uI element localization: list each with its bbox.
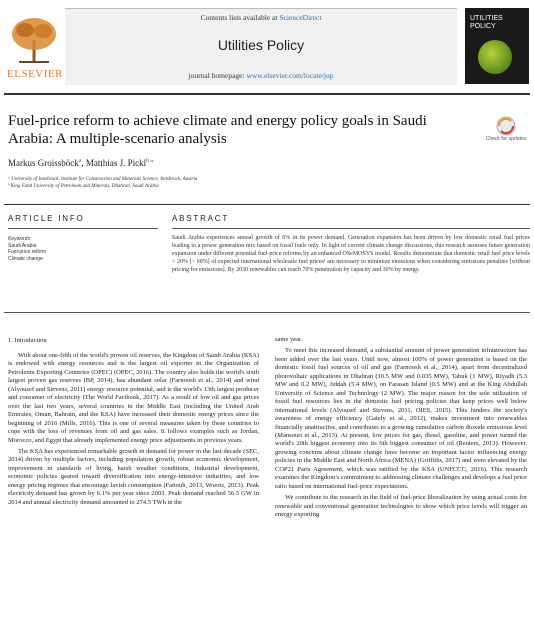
journal-homepage (65, 71, 457, 80)
body-paragraph: To meet this increased demand, a substantial amount of power generation infrastructure has been added over the last years. Until now, almost 100% of power generation is based on the domestic fossil fuel sources of oil and gas (Farnoosh et al., 2014), apart from decentralized photovoltaic applications in Dhahran (10.5 MW and 0.035 MW), Tabuk (1 MW), Riyadh (5.3 MW and 0.2 MW), Jiddah (5.4 MW), on Farasan Island (0.5 MW) and at the King Abdullah University of Science and Technology (2 MW). The major reason for the sole utilization of fossil fuel resources lies in the domestic fuel pricing policies that keep prices well below international levels (Alyousef and Stevens, 2011, OIES, 2015). This hinders the society's awareness of energy efficiency (Gately et al., 2012), makes investment into renewables financially unattractive, and contributes to a growing cumulative carbon dioxide emissions level (Mansouri et al., 2013). At present, low prices for gas, diesel, gasoline, and power turned the world's 20th biggest economy into its 6th biggest consumer of oil (Reuters, 2013). However, growing concerns about climate change have become an important factor influencing energy policies in the Middle East and North Africa (MENA) (Griffiths, 2017) and were elevated by the COP21 Paris Agreement, which was ratified by the KSA (UNFCCC, 2016). This research examines the Kingdom's commitment to addressing climate challenges and develops a fuel price ratio based on international fuel-price expectations. (275, 347, 527, 490)
body-paragraph: The KSA has experienced remarkable growth in demand for power in the last decade (SEC, 2014) driven by multiple factors, including population growth, robust economic development, improvement in standards of living, harsh weather conditions, industrial development, economic policies geared toward diversification into energy-intensive industries, and low energy pricing regimes that encourage lavish consumption (Fattouh, 2013, Woertz, 2013). Peak electricity demand has grown by 6.1% per year since 2003. Peak demand reached 56.5 GW in 2014 and annual electricity demand amounted to 274.5 TWh in the (8, 447, 259, 506)
body-paragraph: We contribute to the research in the field of fuel-price liberalization by using actual costs for renewable and conventional generation technologies to show which price levels will trigger an energy exporting (275, 494, 527, 519)
author-affil-sup-a[interactable]: a (78, 158, 82, 164)
affiliations (8, 176, 197, 190)
body-paragraph: same year. (275, 336, 303, 343)
abstract-text: Saudi Arabia experiences annual growth of 6% in its power demand. Generation expansion has been driven by low domestic retail fuel prices leading to a power generation mix based on fossil fuels only. In light of current climate change discussions, this research assesses future generation expansion under different potential fuel-price reforms by an enhanced OSeMOSYS model. Results demonstrate that domestic retail fuel price levels > 20% [> 60%] of expected international wholesale fuel prices¹ are necessary to minimize emissions when considering emissions penalties [without pricing for emissions]. By 2030 renewables can reach 70% penetration by capacity and 30% by energy. (172, 235, 530, 273)
keyword-item: Saudi Arabia (8, 242, 37, 249)
article-title: Fuel-price reform to achieve climate and energy policy goals in Saudi Arabia: A multiple-scenario analysis (8, 113, 427, 147)
author-pickl[interactable]: , Matthias J. Pickl (81, 158, 147, 168)
author-list (8, 157, 154, 168)
body-column-right (275, 336, 527, 523)
keywords-block (8, 236, 46, 262)
abstract-rule (172, 228, 530, 229)
affiliation-a: ᵃ University of Innsbruck, Institute for Construction and Materials Science, Innsbruck, Austria (8, 177, 198, 182)
author-groissboeck[interactable]: Markus Groissböck (8, 158, 79, 168)
check-for-updates-label[interactable]: Check for updates (485, 136, 527, 142)
affiliation-b: ᵇ King Fahd University of Petroleum and Minerals, Dhahran, Saudi Arabia (8, 184, 159, 189)
section-heading-introduction: 1. Introduction (8, 337, 47, 344)
check-for-updates-icon[interactable] (486, 116, 526, 150)
journal-title[interactable]: Utilities Policy (217, 37, 305, 53)
abstract-heading: ABSTRACT (172, 214, 230, 223)
keyword-item: Fuel-price reform (8, 249, 47, 255)
header-rule (4, 93, 530, 95)
keywords-label: Keywords: (8, 236, 32, 242)
cover-title-line2: POLICY (470, 23, 496, 30)
body-paragraph: With about one-fifth of the world's proven oil reserves, the Kingdom of Saudi Arabia (KSA) is endowed with energy resources and is the largest oil exporter in the Organization of Petroleum Exporting Countries (OPEC) (OPEC, 2016). The country also holds the world's sixth largest proven gas reserves (BP, 2014), has abundant solar (Farnoosh et al., 2014) and wind (Alyousef and Stevens, 2011) energy resource potential, and is the world's 13th largest producer and consumer of electricity (The World Factbook, 2017). As a result of low oil and gas prices over the last two years, several countries in the Middle East (including the United Arab Emirates, Oman, Bahrain, and the KSA) have increased their domestic energy prices since the beginning of 2016 (Mills, 2016). This is one of several measures taken by these countries to cope with the loss of revenues from oil and gas sales. It follows examples such as Jordan, Morocco, and Egypt that already implemented energy price adjustments in previous years. (8, 352, 259, 444)
publisher-name: ELSEVIER (7, 68, 63, 80)
homepage-prefix: journal homepage: (188, 71, 247, 80)
cover-title-line1: UTILITIES (470, 15, 503, 22)
author-affil-sup-b[interactable]: b,⁎ (146, 158, 154, 164)
article-info-heading: ARTICLE INFO (8, 214, 85, 223)
contents-line (65, 13, 457, 22)
title-rule (4, 204, 530, 205)
body-column-left (8, 352, 259, 510)
homepage-link[interactable]: www.elsevier.com/locate/jup (246, 71, 334, 80)
abstract-bottom-rule (4, 312, 530, 313)
cover-graphic (478, 40, 512, 74)
journal-header (65, 8, 457, 85)
article-info-rule (8, 228, 158, 229)
keyword-item: Climate change (8, 255, 43, 262)
contents-prefix: Contents lists available at (200, 13, 280, 22)
sciencedirect-link[interactable]: ScienceDirect (279, 13, 322, 22)
cover-title (470, 15, 503, 31)
